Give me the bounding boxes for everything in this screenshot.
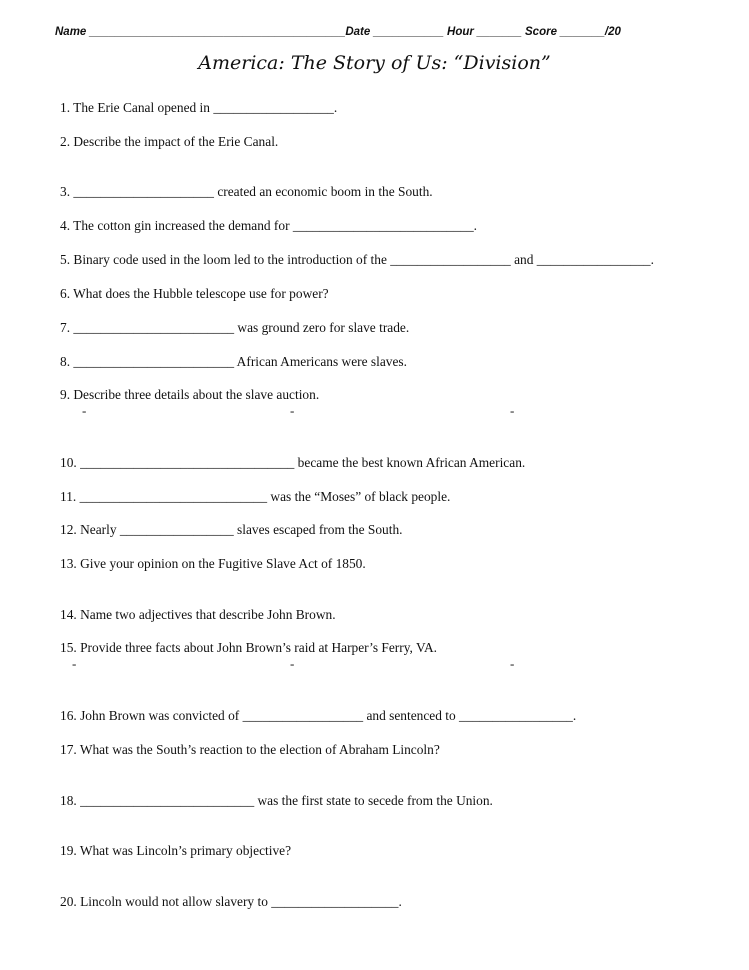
bullet-dash: - (510, 403, 515, 418)
question-6: 6. What does the Hubble telescope use for power? (60, 286, 329, 301)
question-14: 14. Name two adjectives that describe John Brown. (60, 607, 336, 622)
question-4: 4. The cotton gin increased the demand for ___________________________. (60, 218, 478, 233)
question-2: 2. Describe the impact of the Erie Canal. (60, 134, 279, 149)
question-1: 1. The Erie Canal opened in __________________. (60, 100, 338, 115)
question-17: 17. What was the South’s reaction to the election of Abraham Lincoln? (60, 742, 440, 757)
question-20: 20. Lincoln would not allow slavery to ___________________. (60, 894, 402, 909)
question-15: 15. Provide three facts about John Brown’s raid at Harper’s Ferry, VA. (60, 640, 437, 655)
student-info-header: Name ________________________________________Date ___________ Hour _______ Score _______/20 (55, 26, 621, 38)
question-10: 10. ________________________________ became the best known African American. (60, 455, 526, 470)
question-7: 7. ________________________ was ground zero for slave trade. (60, 320, 410, 335)
question-16: 16. John Brown was convicted of __________________ and sentenced to _________________. (60, 708, 577, 723)
question-11: 11. ____________________________ was the “Moses” of black people. (60, 489, 451, 504)
worksheet-title: America: The Story of Us: “Division” (198, 52, 551, 74)
question-19: 19. What was Lincoln’s primary objective? (60, 843, 292, 858)
bullet-dash: - (82, 403, 87, 418)
bullet-dash: - (510, 656, 515, 671)
bullet-dash: - (72, 656, 77, 671)
question-13: 13. Give your opinion on the Fugitive Slave Act of 1850. (60, 556, 366, 571)
question-9: 9. Describe three details about the slave auction. (60, 387, 320, 402)
question-8: 8. ________________________ African Americans were slaves. (60, 354, 407, 369)
question-12: 12. Nearly _________________ slaves escaped from the South. (60, 522, 403, 537)
question-3: 3. _____________________ created an economic boom in the South. (60, 184, 433, 199)
question-5: 5. Binary code used in the loom led to the introduction of the __________________ and _________________. (60, 252, 654, 267)
question-18: 18. __________________________ was the first state to secede from the Union. (60, 793, 493, 808)
bullet-dash: - (290, 656, 295, 671)
bullet-dash: - (290, 403, 295, 418)
